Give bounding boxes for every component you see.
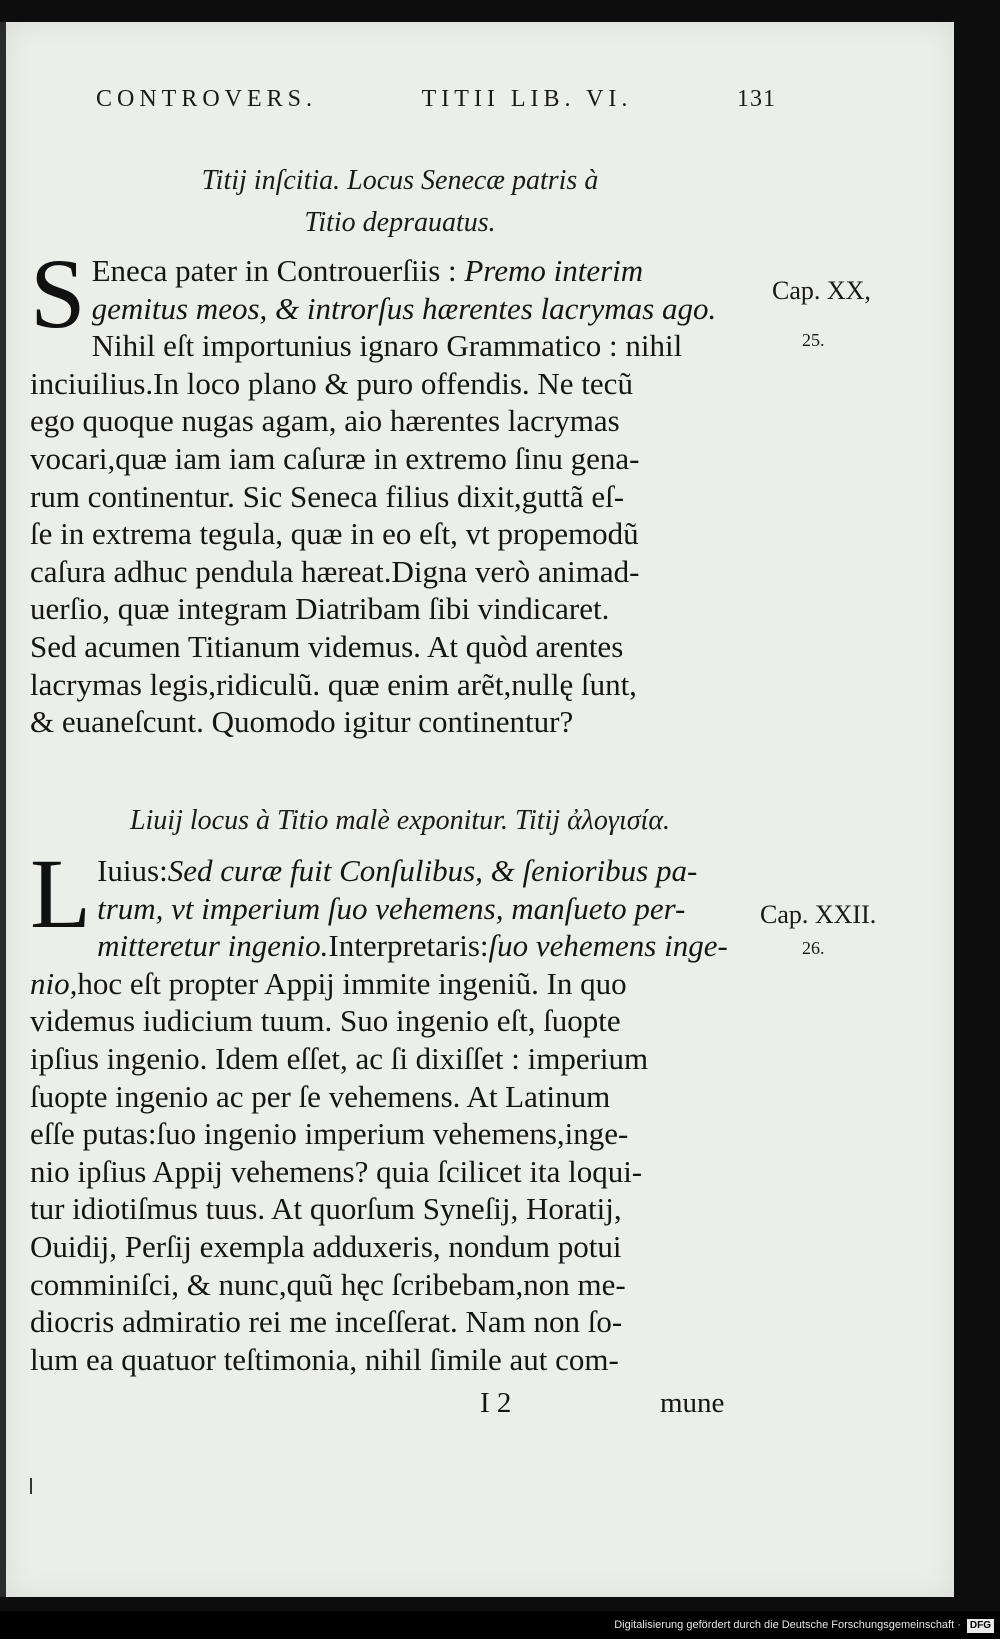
roman-text: videmus iudicium tuum. Suo ingenio eſt, ſuopte <box>30 1003 621 1039</box>
roman-text: Ouidij, Perſij exempla adduxeris, nondum potui <box>30 1228 622 1264</box>
margin-note-chapter: Cap. XXII. <box>760 900 877 929</box>
roman-text: vocari,quæ iam iam caſuræ in extremo ſinu gena- <box>30 440 640 476</box>
section-heading-1 <box>120 160 680 244</box>
text-line <box>30 666 760 704</box>
roman-text: lum ea quatuor teſtimonia, nihil ſimile aut com- <box>30 1341 619 1377</box>
roman-text: eſſe putas:ſuo ingenio imperium vehemens,inge- <box>30 1116 629 1152</box>
text-line <box>97 890 760 928</box>
text-line <box>30 1228 760 1266</box>
margin-note-chapter: Cap. XX, <box>772 276 871 305</box>
text-line <box>30 590 760 628</box>
italic-text: gemitus meos, & introrſus hærentes lacrymas ago. <box>91 290 717 326</box>
dfg-logo-icon: DFG <box>967 1619 994 1633</box>
roman-text: uerſio, quæ integram Diatribam ſibi vindicaret. <box>30 591 610 627</box>
roman-text: inciuilius.In loco plano & puro offendis. Ne tecũ <box>30 365 633 401</box>
margin-note-number: 26. <box>802 938 825 958</box>
text-line <box>92 327 760 365</box>
roman-text: tur idiotiſmus tuus. At quorſum Syneſij, Horatij, <box>30 1191 622 1227</box>
roman-text: Nihil eſt importunius ignaro Grammatico : nihil <box>91 328 683 364</box>
drop-cap: L <box>30 838 92 949</box>
roman-text: caſura adhuc pendula hæreat.Digna verò animad- <box>30 553 640 589</box>
text-line <box>30 1078 760 1116</box>
roman-text: comminiſci, & nunc,quũ hęc ſcribebam,non me- <box>30 1266 626 1302</box>
roman-text: diocris admiratio rei me inceſſerat. Nam non ſo- <box>30 1304 623 1340</box>
italic-text: trum, vt imperium ſuo vehemens, manſueto per- <box>97 890 686 926</box>
text-line <box>30 402 760 440</box>
margin-note-number: 25. <box>802 330 825 350</box>
running-head <box>96 86 776 113</box>
text-line <box>30 1303 760 1341</box>
roman-text: Sed acumen Titianum videmus. At quòd arentes <box>30 628 624 664</box>
italic-text: Premo interim <box>464 253 644 288</box>
text-line <box>30 440 760 478</box>
text-line <box>92 252 760 290</box>
text-line <box>30 553 760 591</box>
italic-text: ſuo vehemens inge- <box>488 928 728 964</box>
roman-text: rum continentur. Sic Seneca filius dixit,guttã eſ- <box>30 478 625 514</box>
italic-text: nio, <box>30 965 78 1001</box>
section-heading-1-line2: Titio deprauatus. <box>304 207 496 238</box>
roman-text: Eneca pater in Controuerſiis : <box>91 253 465 288</box>
roman-text: ipſius ingenio. Idem eſſet, ac ſi dixiſſet : imperium <box>30 1040 649 1076</box>
text-line <box>30 1002 760 1040</box>
text-line <box>30 628 760 666</box>
text-line <box>30 1266 760 1304</box>
text-line <box>97 927 760 965</box>
signature-mark: I 2 <box>480 1387 512 1419</box>
text-line <box>97 852 760 890</box>
text-line <box>30 1153 760 1191</box>
page-number: 131 <box>736 86 776 112</box>
roman-text: ſuopte ingenio ac per ſe vehemens. At Latinum <box>30 1078 611 1114</box>
roman-text: ego quoque nugas agam, aio hærentes lacrymas <box>30 403 620 439</box>
running-head-center: TITII LIB. VI. <box>421 86 633 112</box>
roman-text: Iuius: <box>97 853 168 888</box>
text-line <box>30 1341 760 1379</box>
roman-text: lacrymas legis,ridiculũ. quæ enim arẽt,nullę ſunt, <box>30 666 637 702</box>
italic-text: mitteretur ingenio. <box>97 928 329 964</box>
text-line <box>30 703 760 741</box>
roman-text: & euaneſcunt. Quomodo igitur continentur? <box>30 704 574 740</box>
text-line <box>30 1190 760 1228</box>
footer-bar <box>0 1611 1000 1639</box>
text-line <box>30 1115 760 1153</box>
section-heading-2: Liuij locus à Titio malè exponitur. Titij ἀλογισία. <box>129 805 671 836</box>
text-line <box>30 515 760 553</box>
section-2-body <box>30 838 760 1378</box>
roman-text: hoc eſt propter Appij immite ingeniũ. In quo <box>77 965 627 1001</box>
text-line <box>30 365 760 403</box>
text-line <box>30 1040 760 1078</box>
drop-cap: S <box>30 238 86 349</box>
text-line <box>30 965 760 1003</box>
catchword: mune <box>660 1387 725 1419</box>
running-head-left: CONTROVERS. <box>96 86 318 112</box>
footer-text: Digitalisierung gefördert durch die Deutsche Forschungsgemeinschaft · <box>614 1619 961 1631</box>
section-1-body <box>30 238 760 741</box>
italic-text: Sed curæ fuit Conſulibus, & ſenioribus pa- <box>167 853 698 888</box>
text-line <box>30 478 760 516</box>
roman-text: nio ipſius Appij vehemens? quia ſcilicet ita loqui- <box>30 1153 643 1189</box>
ink-speck <box>30 1478 32 1494</box>
roman-text: Interpretaris: <box>328 928 489 964</box>
text-line <box>92 290 760 328</box>
roman-text: ſe in extrema tegula, quæ in eo eſt, vt propemodũ <box>30 516 639 552</box>
section-heading-1-line1: Titij inſcitia. Locus Senecæ patris à <box>201 165 599 196</box>
